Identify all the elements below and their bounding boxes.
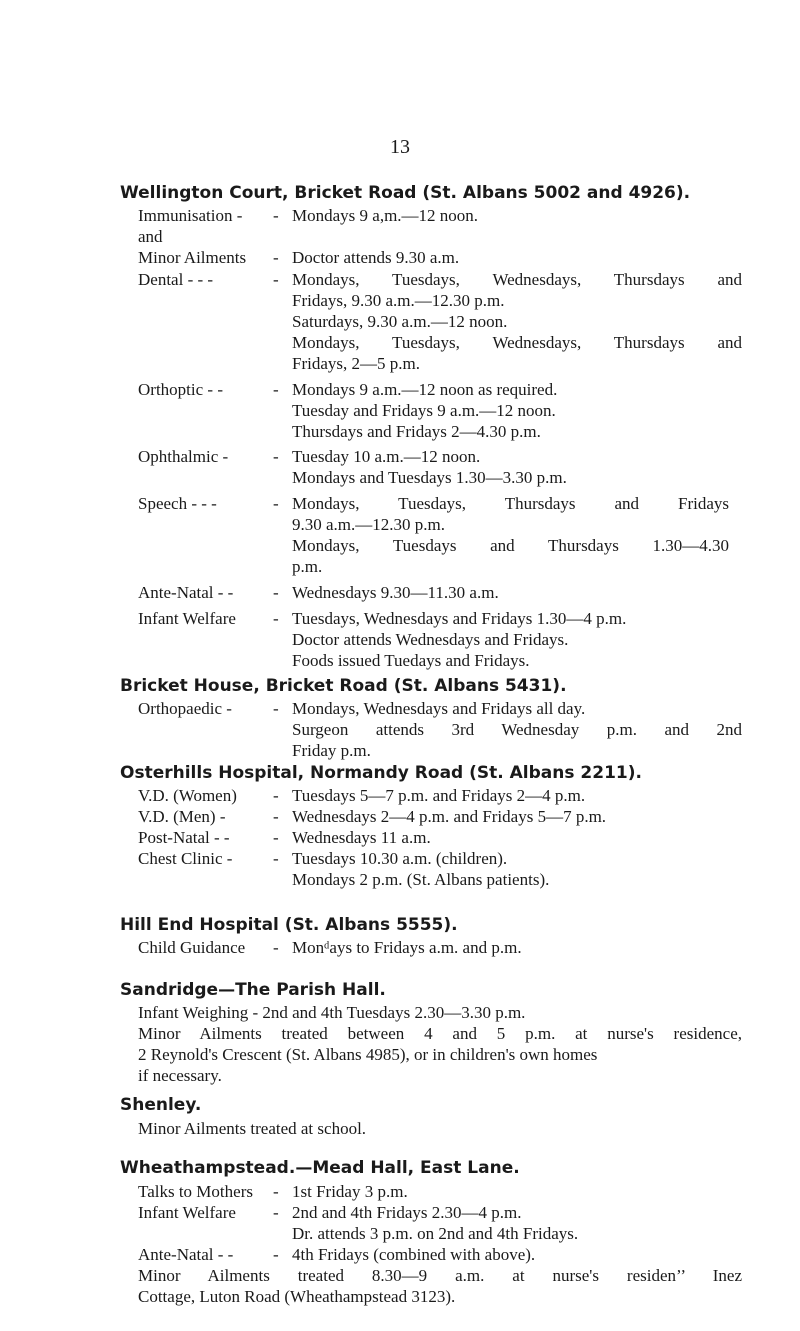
entry-dash: - [273,494,279,513]
entry-dash: - [273,206,279,225]
entry-dash: - [273,1245,279,1264]
entry-text: Surgeon attends 3rd Wednesday p.m. and 2nd [292,720,742,739]
entry-label: Chest Clinic - [138,849,233,868]
entry-label: Child Guidance [138,938,246,957]
entry-label: Ophthalmic - [138,447,229,466]
entry-label: Ante-Natal - - [138,1245,234,1264]
paragraph-line: 2 Reynold's Crescent (St. Albans 4985), or in children's own homes [138,1045,598,1064]
entry-text: 9.30 a.m.—12.30 p.m. [292,515,445,534]
entry-label: V.D. (Women) [138,786,237,805]
entry-text: Mondays 2 p.m. (St. Albans patients). [292,870,550,889]
entry-text: Foods issued Tuedays and Fridays. [292,651,530,670]
entry-text: Wednesdays 2—4 p.m. and Fridays 5—7 p.m. [292,807,607,826]
entry-dash: - [273,849,279,868]
entry-text: Saturdays, 9.30 a.m.—12 noon. [292,312,508,331]
section-heading-sandridge: Sandridge—The Parish Hall. [120,980,386,1000]
entry-text: Tuesdays, Wednesdays and Fridays 1.30—4 p.m. [292,609,627,628]
entry-label: Post-Natal - - [138,828,230,847]
entry-text: 1st Friday 3 p.m. [292,1182,408,1201]
entry-dash: - [273,699,279,718]
entry-text: Mondays 9 a.m.—12 noon as required. [292,380,558,399]
entry-text: Tuesdays 10.30 a.m. (children). [292,849,508,868]
entry-text: Mondays, Tuesdays, Thursdays and Fridays [292,494,729,513]
entry-text: Fridays, 2—5 p.m. [292,354,420,373]
entry-text-block [292,269,742,374]
entry-text: Tuesdays 5—7 p.m. and Fridays 2—4 p.m. [292,786,586,805]
entry-text: Tuesday 10 a.m.—12 noon. [292,447,481,466]
entry-label: Minor Ailments [138,248,247,267]
entry-label: V.D. (Men) - [138,807,226,826]
entry-text: Monᵈays to Fridays a.m. and p.m. [292,938,522,957]
section-heading-wellington-court: Wellington Court, Bricket Road (St. Albans 5002 and 4926). [120,183,691,203]
entry-dash: - [273,807,279,826]
paragraph-line: Minor Ailments treated at school. [138,1119,367,1138]
entry-text-block [292,698,742,761]
entry-label: and [138,227,163,246]
entry-label: Speech - - - [138,494,217,513]
entry-label: Dental - - - [138,270,214,289]
sandridge-paragraph [138,1002,742,1086]
entry-text: Mondays, Tuesdays, Wednesdays, Thursdays and [292,270,742,289]
entry-dash: - [273,583,279,602]
entry-text: Doctor attends Wednesdays and Fridays. [292,630,569,649]
entry-text: 4th Fridays (combined with above). [292,1245,536,1264]
entry-label: Infant Welfare [138,1203,236,1222]
entry-dash: - [273,1203,279,1222]
entry-label: Orthopaedic - [138,699,232,718]
entry-text-block [292,1202,578,1244]
entry-text-block [292,379,557,442]
entry-immunisation [138,205,742,269]
paragraph-line: if necessary. [138,1066,222,1085]
paragraph-line: Minor Ailments treated between 4 and 5 p.m. at nurse's residence, [138,1024,742,1043]
entry-label: Ante-Natal - - [138,583,234,602]
paragraph-line: Minor Ailments treated 8.30—9 a.m. at nurse's residen’’ Inez [138,1266,742,1285]
entry-dash: - [273,248,279,267]
entry-dash: - [273,380,279,399]
entry-text-block [292,493,729,577]
entry-text: 2nd and 4th Fridays 2.30—4 p.m. [292,1203,522,1222]
entry-text-block [292,446,567,488]
entry-label: Talks to Mothers [138,1182,253,1201]
entry-dash: - [273,609,279,628]
entry-text: Wednesdays 11 a.m. [292,828,431,847]
entry-text: Thursdays and Fridays 2—4.30 p.m. [292,422,541,441]
entry-text: Mondays and Tuesdays 1.30—3.30 p.m. [292,468,567,487]
entry-text: p.m. [292,557,323,576]
entry-text: Fridays, 9.30 a.m.—12.30 p.m. [292,291,505,310]
section-heading-shenley: Shenley. [120,1095,202,1115]
entry-text: Doctor attends 9.30 a.m. [292,248,460,267]
section-heading-wheathampstead: Wheathampstead.—Mead Hall, East Lane. [120,1158,520,1178]
entry-dash: - [273,447,279,466]
entry-text: Dr. attends 3 p.m. on 2nd and 4th Fridays. [292,1224,579,1243]
paragraph-line: Infant Weighing - 2nd and 4th Tuesdays 2.30—3.30 p.m. [138,1003,526,1022]
entry-dash: - [273,1182,279,1201]
entry-text: Tuesday and Fridays 9 a.m.—12 noon. [292,401,556,420]
entry-text: Mondays, Wednesdays and Fridays all day. [292,699,586,718]
entry-text: Mondays 9 a,m.—12 noon. [292,206,479,225]
entry-label: Immunisation - [138,206,243,225]
entry-label: Orthoptic - - [138,380,223,399]
entry-label: Infant Welfare [138,609,236,628]
entry-dash: - [273,828,279,847]
entry-text: Mondays, Tuesdays, Wednesdays, Thursdays and [292,333,742,352]
section-heading-hill-end: Hill End Hospital (St. Albans 5555). [120,915,458,935]
shenley-paragraph [138,1118,742,1139]
entry-text: Mondays, Tuesdays and Thursdays 1.30—4.30 [292,536,729,555]
page-number: 13 [390,136,410,158]
section-heading-bricket-house: Bricket House, Bricket Road (St. Albans 5431). [120,676,567,696]
paragraph-line: Cottage, Luton Road (Wheathampstead 3123). [138,1287,456,1306]
entry-text-block [292,848,549,890]
section-heading-osterhills: Osterhills Hospital, Normandy Road (St. Albans 2211). [120,763,642,783]
entry-text: Friday p.m. [292,741,371,760]
entry-text: Wednesdays 9.30—11.30 a.m. [292,583,499,602]
entry-text-block [292,608,626,671]
wheathampstead-paragraph [138,1265,742,1307]
entry-dash: - [273,270,279,289]
entry-dash: - [273,786,279,805]
entry-dash: - [273,938,279,957]
